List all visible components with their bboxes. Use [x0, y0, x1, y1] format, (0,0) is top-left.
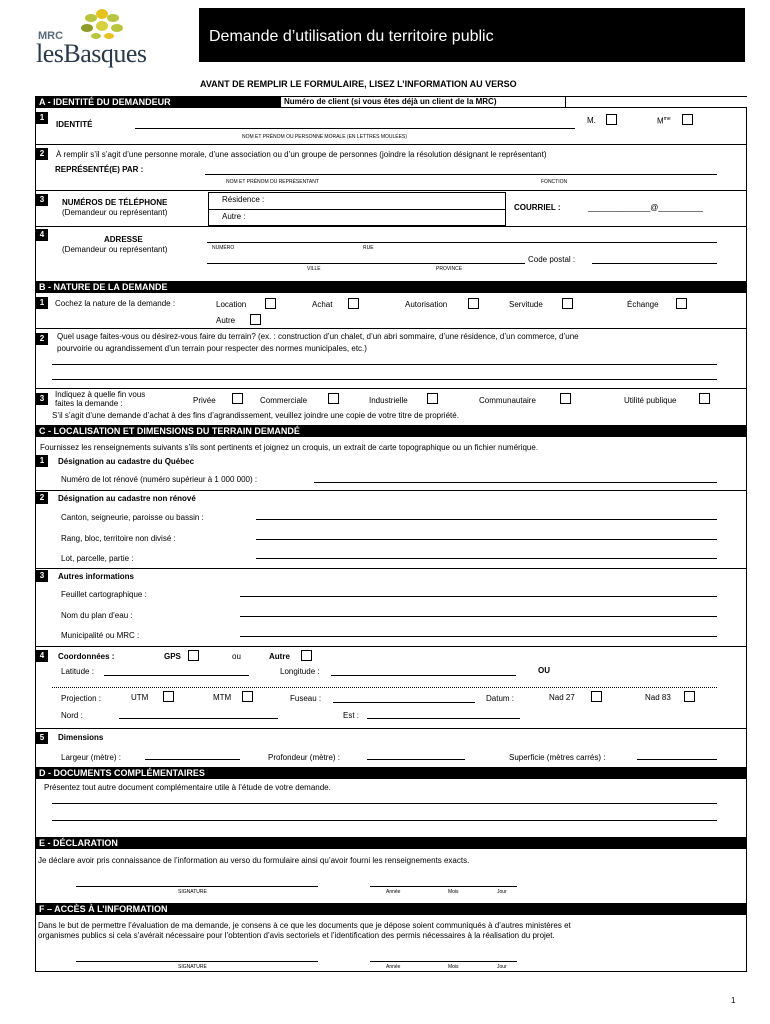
d-field-2[interactable]: [52, 820, 717, 821]
c4-title: Coordonnées :: [58, 652, 115, 661]
c-item-3-number: 3: [36, 570, 48, 582]
lot-label: Lot, parcelle, partie :: [61, 554, 134, 563]
commerciale-checkbox[interactable]: [328, 393, 339, 404]
e-date-field[interactable]: [370, 886, 517, 887]
item2-text: À remplir s’il s’agit d’une personne morale, d’une association ou d’un groupe de personnes (joindre la résolution désignant le représentant): [56, 150, 547, 159]
municipalite-field[interactable]: [240, 636, 717, 637]
nom-caption: NOM ET PRÉNOM OU PERSONNE MORALE (EN LETTRES MOULÉES): [242, 134, 407, 140]
f-date-field[interactable]: [370, 961, 517, 962]
agrandissement-note: S’il s’agit d’une demande d’achat à des fins d’agrandissement, veuillez joindre une copie de votre titre de propriété.: [52, 411, 459, 420]
datum-label: Datum :: [486, 694, 515, 703]
privee-label: Privée: [193, 396, 216, 405]
section-d-header: D - DOCUMENTS COMPLÉMENTAIRES: [35, 767, 747, 779]
location-checkbox[interactable]: [265, 298, 276, 309]
utm-label: UTM: [131, 693, 149, 702]
lot-renove-label: Numéro de lot rénové (numéro supérieur à 1 000 000) :: [61, 475, 258, 484]
profondeur-label: Profondeur (mètre) :: [268, 753, 341, 762]
servitude-checkbox[interactable]: [562, 298, 573, 309]
a-item-3-number: 3: [36, 194, 48, 206]
province-caption: PROVINCE: [436, 266, 463, 272]
courriel-label: COURRIEL :: [514, 203, 561, 212]
projection-label: Projection :: [61, 694, 102, 703]
d-field-1[interactable]: [52, 803, 717, 804]
feuillet-label: Feuillet cartographique :: [61, 590, 147, 599]
e-jour-caption: Jour: [497, 889, 507, 895]
achat-checkbox[interactable]: [348, 298, 359, 309]
a-item-2-number: 2: [36, 148, 48, 160]
f-text-2: organismes publics si cela s’avérait nécessaire pour l’obtention d’avis sectoriels et l’identification des permis nécessaires à la réalisation du projet.: [38, 931, 555, 940]
ville-caption: VILLE: [307, 266, 321, 272]
rue-caption: RUE: [363, 245, 374, 251]
nord-field[interactable]: [119, 718, 278, 719]
e-mois-caption: Mois: [448, 889, 459, 895]
tel-sub: (Demandeur ou représentant): [62, 208, 168, 217]
autorisation-checkbox[interactable]: [468, 298, 479, 309]
f-signature-caption: SIGNATURE: [178, 964, 207, 970]
instruction-text: AVANT DE REMPLIR LE FORMULAIRE, LISEZ L’INFORMATION AU VERSO: [200, 79, 517, 89]
f-mois-caption: Mois: [448, 964, 459, 970]
adresse-sub: (Demandeur ou représentant): [62, 245, 168, 254]
industrielle-label: Industrielle: [369, 396, 408, 405]
est-label: Est :: [343, 711, 360, 720]
autre-coord-checkbox[interactable]: [301, 650, 312, 661]
feuillet-field[interactable]: [240, 596, 717, 597]
location-label: Location: [216, 300, 247, 309]
section-a-header: A - IDENTITÉ DU DEMANDEUR: [35, 96, 747, 108]
ou-label: ou: [232, 652, 241, 661]
plan-eau-field[interactable]: [240, 616, 717, 617]
rep-caption: NOM ET PRÉNOM DU REPRÉSENTANT: [226, 179, 319, 185]
page-number: 1: [731, 996, 736, 1005]
logo-mrc: MRC: [38, 30, 64, 42]
section-f-header: F – ACCÈS À L’INFORMATION: [35, 903, 747, 915]
privee-checkbox[interactable]: [232, 393, 243, 404]
latitude-label: Latitude :: [61, 667, 94, 676]
logo-name: lesBasques: [36, 39, 147, 68]
longitude-field[interactable]: [331, 675, 516, 676]
c3-title: Autres informations: [58, 572, 135, 581]
usage-text: Quel usage faites-vous ou désirez-vous faire du terrain? (ex. : construction d’un chalet, d’un abri sommaire, d’une résidence, d’un commerce, d’une: [57, 332, 579, 341]
autre-coord-label: Autre: [269, 652, 290, 661]
usage-field-1[interactable]: [52, 364, 717, 365]
nad83-checkbox[interactable]: [684, 691, 695, 702]
courriel-field[interactable]: ______________@__________: [588, 203, 703, 212]
logo: [36, 6, 186, 68]
utilite-checkbox[interactable]: [699, 393, 710, 404]
gps-label: GPS: [164, 652, 181, 661]
f-signature-field[interactable]: [76, 961, 318, 962]
a-item-4-number: 4: [36, 229, 48, 241]
section-c-header: C - LOCALISATION ET DIMENSIONS DU TERRAIN DEMANDÉ: [35, 425, 747, 437]
c1-title: Désignation au cadastre du Québec: [58, 457, 195, 466]
m-checkbox[interactable]: [606, 114, 617, 125]
f-jour-caption: Jour: [497, 964, 507, 970]
e-annee-caption: Année: [386, 889, 401, 895]
autre-phone-label[interactable]: Autre :: [222, 212, 246, 221]
client-number-label: Numéro de client (si vous êtes déjà un client de la MRC): [284, 97, 497, 106]
c-item-4-number: 4: [36, 650, 48, 662]
servitude-label: Servitude: [509, 300, 543, 309]
canton-field[interactable]: [256, 519, 717, 520]
echange-checkbox[interactable]: [676, 298, 687, 309]
c-item-1-number: 1: [36, 455, 48, 467]
adresse-label: ADRESSE: [104, 235, 143, 244]
mtm-label: MTM: [213, 693, 232, 702]
e-text: Je déclare avoir pris connaissance de l’information au verso du formulaire ainsi qu’avoir fourni les renseignements exacts.: [38, 856, 470, 865]
representant-field[interactable]: [205, 174, 717, 175]
b-item-3-number: 3: [36, 393, 48, 405]
logo-emblem-icon: [78, 6, 126, 40]
c-item-2-number: 2: [36, 492, 48, 504]
fuseau-field[interactable]: [333, 702, 475, 703]
achat-label: Achat: [312, 300, 333, 309]
identite-field[interactable]: [135, 128, 575, 129]
superficie-label: Superficie (mètres carrés) :: [509, 753, 606, 762]
nad83-label: Nad 83: [645, 693, 671, 702]
a-item-1-number: 1: [36, 112, 48, 124]
f-text-1: Dans le but de permettre l’évaluation de ma demande, je consens à ce que les documents que je dépose soient communiqués à d’autres ministères et: [38, 921, 571, 930]
autre-nature-label: Autre: [216, 316, 236, 325]
municipalite-label: Municipalité ou MRC :: [61, 631, 140, 640]
rang-label: Rang, bloc, territoire non divisé :: [61, 534, 176, 543]
mme-label: $M^{me}$: [657, 116, 671, 126]
lot-field[interactable]: [256, 558, 717, 559]
residence-label[interactable]: Résidence :: [222, 195, 265, 204]
section-b-header: B - NATURE DE LA DEMANDE: [35, 281, 747, 293]
industrielle-checkbox[interactable]: [427, 393, 438, 404]
autorisation-label: Autorisation: [405, 300, 448, 309]
largeur-field[interactable]: [145, 759, 240, 760]
f-annee-caption: Année: [386, 964, 401, 970]
usage-field-2[interactable]: [52, 379, 717, 380]
commerciale-label: Commerciale: [260, 396, 308, 405]
code-postal-field[interactable]: [592, 263, 717, 264]
m-label: M.: [587, 116, 596, 125]
fin-label-2: faites la demande :: [55, 399, 123, 408]
tel-label: NUMÉROS DE TÉLÉPHONE: [62, 198, 168, 207]
profondeur-field[interactable]: [367, 759, 465, 760]
gps-checkbox[interactable]: [188, 650, 199, 661]
adresse-field[interactable]: [207, 242, 717, 243]
fuseau-label: Fuseau :: [290, 694, 322, 703]
numero-caption: NUMÉRO: [212, 245, 235, 251]
b-item-1-number: 1: [36, 297, 48, 309]
canton-label: Canton, seigneurie, paroisse ou bassin :: [61, 513, 204, 522]
client-number-field[interactable]: [566, 96, 747, 108]
page-title: Demande d’utilisation du territoire public: [209, 28, 494, 45]
mme-checkbox[interactable]: [682, 114, 693, 125]
nad27-label: Nad 27: [549, 693, 575, 702]
c2-title: Désignation au cadastre non rénové: [58, 494, 196, 503]
utilite-label: Utilité publique: [624, 396, 677, 405]
e-signature-field[interactable]: [76, 886, 318, 887]
communautaire-checkbox[interactable]: [560, 393, 571, 404]
mtm-checkbox[interactable]: [242, 691, 253, 702]
latitude-field[interactable]: [104, 675, 249, 676]
fonction-caption: FONCTION: [541, 179, 568, 185]
largeur-label: Largeur (mètre) :: [61, 753, 122, 762]
autre-nature-checkbox[interactable]: [250, 314, 261, 325]
ou2-label: OU: [538, 666, 550, 675]
c5-title: Dimensions: [58, 733, 104, 742]
code-postal-label: Code postal :: [528, 255, 576, 264]
c-item-5-number: 5: [36, 732, 48, 744]
nature-label: Cochez la nature de la demande :: [55, 299, 176, 308]
d-text: Présentez tout autre document complémentaire utile à l’étude de votre demande.: [44, 783, 331, 792]
rang-field[interactable]: [256, 539, 717, 540]
longitude-label: Longitude :: [280, 667, 320, 676]
lot-renove-field[interactable]: [314, 482, 717, 483]
section-e-header: E - DÉCLARATION: [35, 837, 747, 849]
superficie-field[interactable]: [637, 759, 717, 760]
b-item-2-number: 2: [36, 333, 48, 345]
usage-text-2: pourvoirie ou agrandissement d’un terrain pour respecter des normes municipales, etc.): [57, 344, 367, 353]
represente-label: REPRÉSENTÉ(E) PAR :: [55, 165, 144, 174]
est-field[interactable]: [367, 718, 520, 719]
c-intro: Fournissez les renseignements suivants s’ils sont pertinents et joignez un croquis, un extrait de carte topographique ou un fichier numérique.: [40, 443, 539, 452]
identite-label: IDENTITÉ: [56, 120, 93, 129]
utm-checkbox[interactable]: [163, 691, 174, 702]
communautaire-label: Communautaire: [479, 396, 536, 405]
fin-label-1: Indiquez à quelle fin vous: [55, 390, 146, 399]
nad27-checkbox[interactable]: [591, 691, 602, 702]
echange-label: Échange: [627, 300, 659, 309]
nord-label: Nord :: [61, 711, 83, 720]
plan-eau-label: Nom du plan d’eau :: [61, 611, 133, 620]
e-signature-caption: SIGNATURE: [178, 889, 207, 895]
ville-field[interactable]: [207, 263, 525, 264]
